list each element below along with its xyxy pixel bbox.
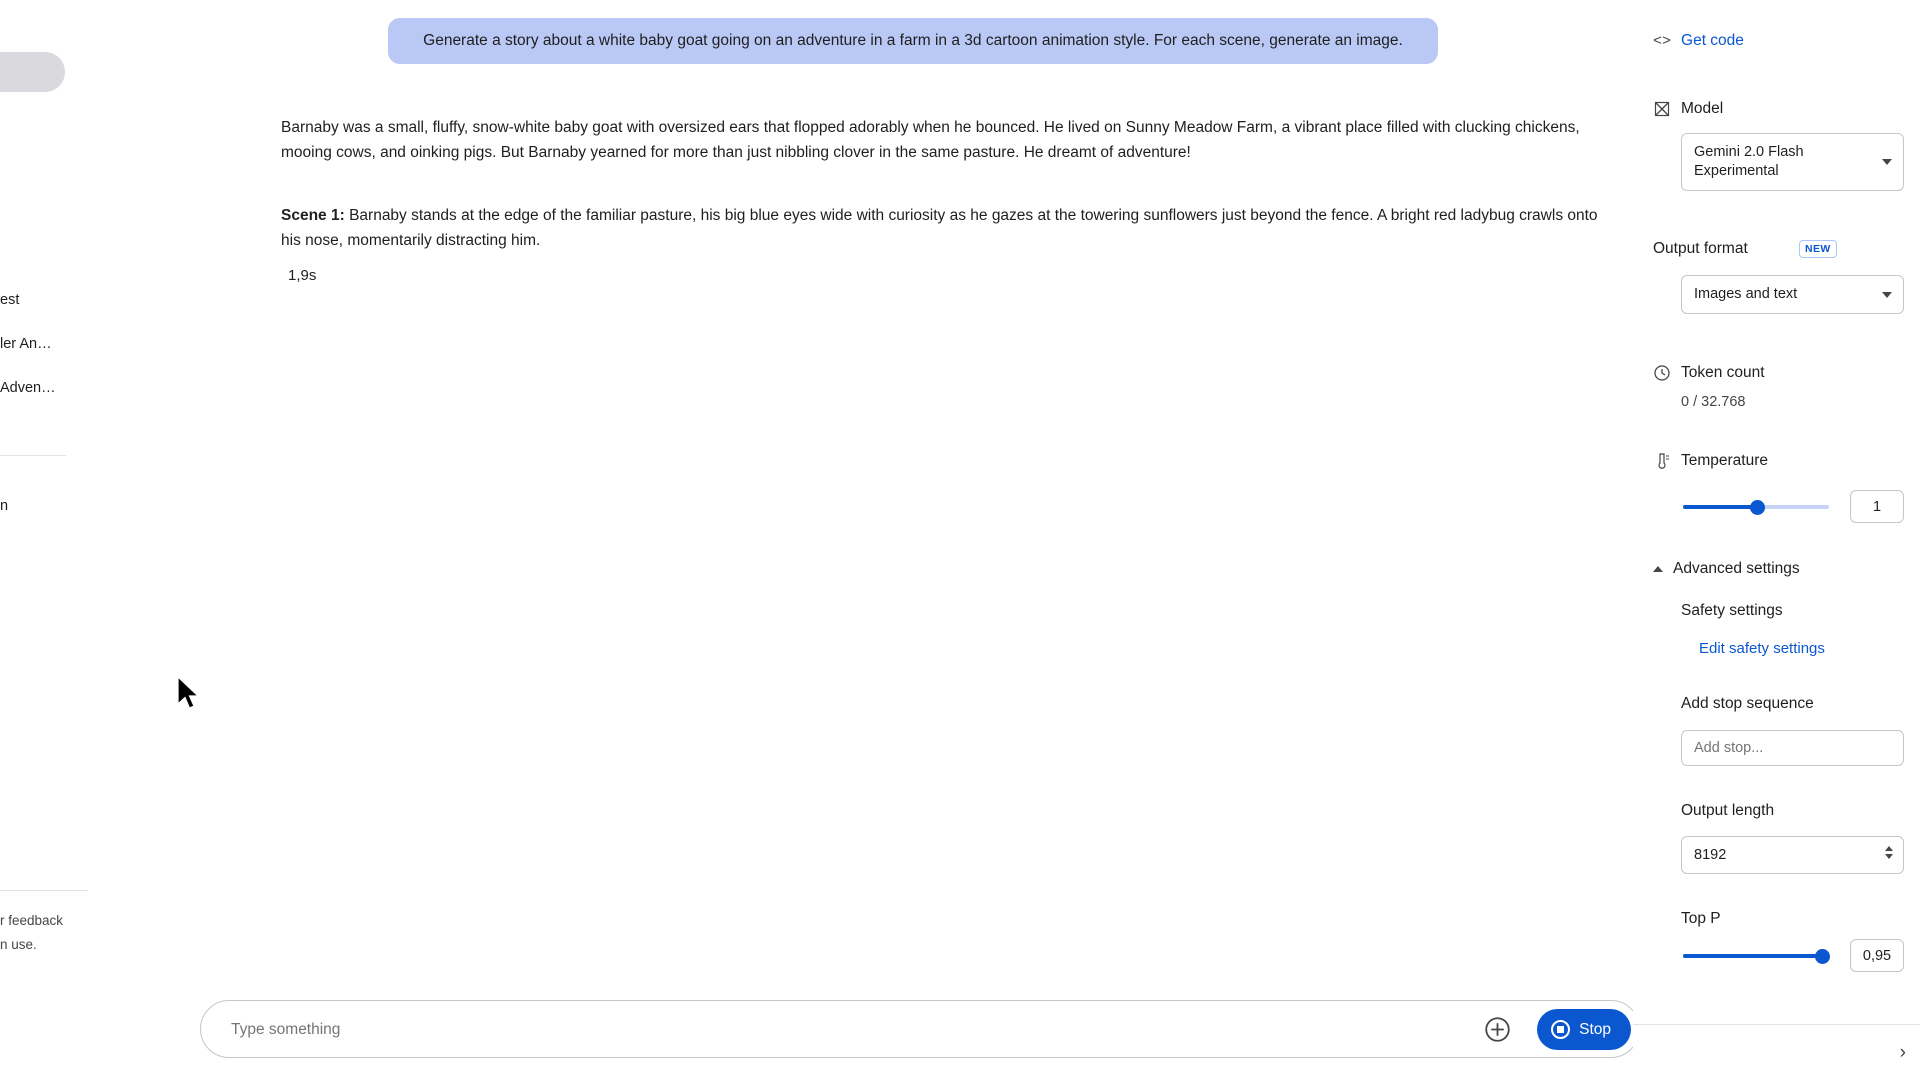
model-label: Model (1681, 100, 1724, 117)
code-brackets-icon: <> (1653, 32, 1672, 50)
mouse-cursor-icon (176, 676, 202, 710)
output-format-label: Output format (1653, 240, 1748, 257)
chevron-up-icon (1653, 566, 1663, 572)
get-code-button[interactable] (1653, 32, 1744, 50)
user-prompt-bubble: Generate a story about a white baby goat going on an adventure in a farm in a 3d cartoon animation style. For each scene, generate an image. (388, 18, 1438, 64)
advanced-settings-label: Advanced settings (1673, 560, 1800, 577)
get-code-label: Get code (1681, 32, 1744, 49)
sidebar-footer-line1: r feedback (0, 913, 64, 928)
top-p-label: Top P (1681, 910, 1721, 927)
add-stop-input[interactable] (1681, 730, 1904, 766)
add-attachment-icon[interactable] (1484, 1016, 1511, 1043)
output-length-label: Output length (1681, 802, 1775, 819)
temperature-icon (1653, 452, 1671, 470)
message-input[interactable] (229, 1001, 1383, 1059)
token-count-label: Token count (1681, 364, 1765, 381)
temperature-title (1653, 452, 1768, 470)
conversation-area (88, 0, 1634, 1080)
sidebar-footer-line2: n use. (0, 937, 37, 952)
stepper-arrows-icon[interactable] (1885, 846, 1893, 859)
token-count-icon (1653, 364, 1671, 382)
temperature-slider-knob[interactable] (1750, 500, 1765, 515)
token-count-title (1653, 364, 1765, 382)
panel-expand-chevron-icon[interactable]: › (1899, 1042, 1906, 1063)
output-format-select[interactable] (1681, 275, 1904, 314)
chevron-down-icon (1882, 292, 1892, 298)
sidebar-item-1[interactable]: est (0, 292, 20, 308)
temperature-value-box[interactable]: 1 (1850, 490, 1904, 523)
top-p-slider-knob[interactable] (1815, 949, 1830, 964)
model-section-title (1653, 100, 1723, 118)
response-scene-paragraph (281, 203, 1611, 253)
temperature-label: Temperature (1681, 452, 1769, 469)
token-count-value: 0 / 32.768 (1681, 394, 1746, 410)
scene-label: Scene 1: (281, 207, 345, 224)
stop-button[interactable] (1537, 1009, 1631, 1050)
stop-button-label: Stop (1579, 1020, 1611, 1038)
temperature-slider-fill (1683, 505, 1756, 509)
generation-timer: 1,9s (288, 267, 317, 284)
edit-safety-settings-link[interactable]: Edit safety settings (1699, 640, 1825, 657)
top-p-slider-fill (1683, 954, 1822, 958)
sidebar-item-4[interactable]: n (0, 498, 9, 514)
sidebar-item-2[interactable]: ler An… (0, 336, 52, 352)
add-stop-sequence-label: Add stop sequence (1681, 695, 1814, 712)
sidebar-divider (0, 455, 66, 456)
left-sidebar (0, 0, 89, 1080)
output-length-input[interactable] (1681, 836, 1904, 874)
response-paragraph: Barnaby was a small, fluffy, snow-white baby goat with oversized ears that flopped adorably when he bounced. He lived on Sunny Meadow Farm, a vibrant place filled with clucking chickens, mooing cows, and oinking pigs. But Barnaby yearned for more than just nibbling clover in the same pasture. He dreamt of adventure! (281, 119, 1580, 161)
run-settings-panel (1633, 0, 1920, 1080)
safety-settings-label: Safety settings (1681, 602, 1783, 619)
scene-text: Barnaby stands at the edge of the familiar pasture, his big blue eyes wide with curiosity as he gazes at the towering sunflowers just beyond the fence. A bright red ladybug crawls onto his nose, momentarily distracting him. (281, 207, 1598, 249)
output-length-value: 8192 (1694, 847, 1727, 863)
sidebar-footer (0, 890, 88, 957)
panel-bottom-divider (1633, 1024, 1920, 1025)
model-value: Gemini 2.0 Flash Experimental (1694, 144, 1804, 179)
message-composer[interactable] (200, 1000, 1640, 1058)
sidebar-new-chat-pill[interactable] (0, 52, 65, 92)
advanced-settings-toggle[interactable] (1653, 560, 1800, 578)
output-format-value: Images and text (1694, 286, 1798, 302)
stop-icon (1551, 1020, 1570, 1039)
top-p-value-box[interactable]: 0,95 (1850, 939, 1904, 972)
output-format-new-badge: NEW (1799, 240, 1837, 258)
model-icon (1653, 100, 1671, 118)
model-select[interactable] (1681, 133, 1904, 191)
sidebar-item-3[interactable]: Adven… (0, 380, 56, 396)
chevron-down-icon (1882, 159, 1892, 165)
